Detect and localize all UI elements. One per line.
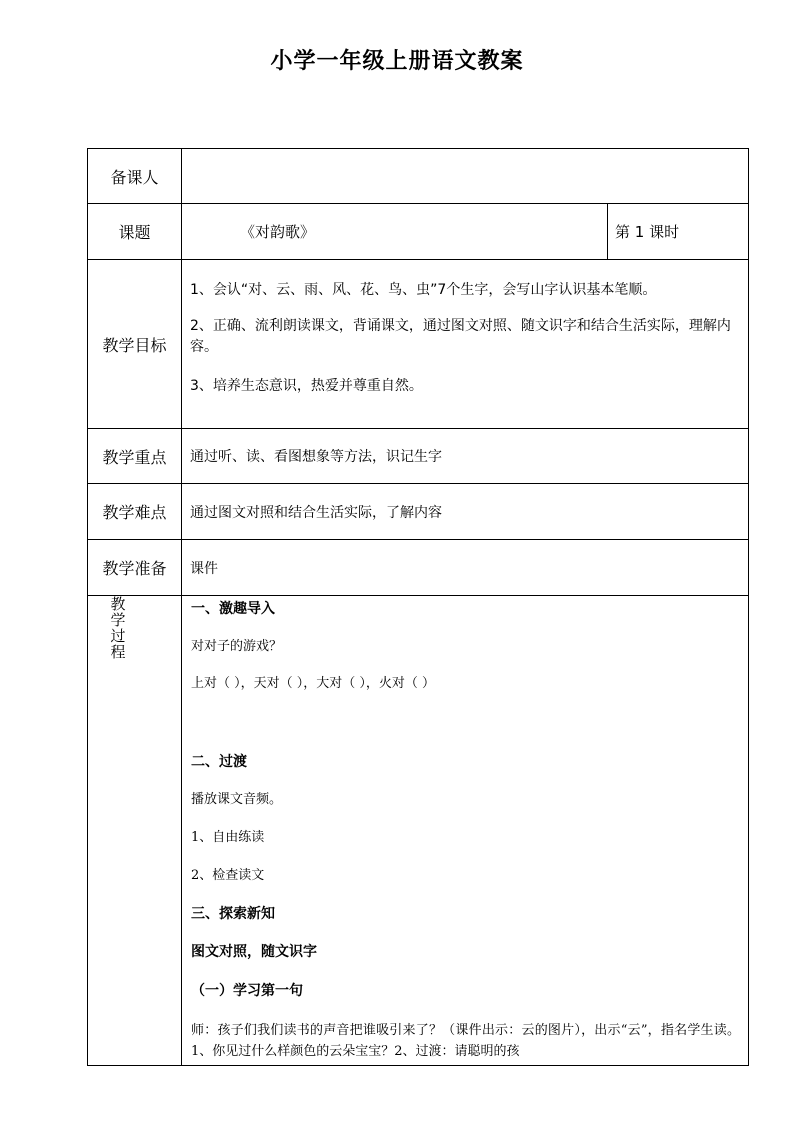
- preparation-value: 课件: [190, 560, 218, 577]
- process-label-cell: [88, 596, 182, 1065]
- process-subheading: 图文对照，随文识字: [191, 944, 317, 960]
- goal-item: 3、培养生态意识，热爱并尊重自然。: [190, 378, 423, 394]
- row-preparer: [88, 149, 748, 204]
- row-key-points: [88, 429, 748, 484]
- process-content: [182, 596, 748, 1065]
- process-line: 上对（ ），天对（ ），大对（ ），火对（ ）: [191, 676, 436, 691]
- row-process: [88, 596, 748, 1065]
- row-preparation: [88, 540, 748, 596]
- preparer-label: 备课人: [88, 149, 182, 203]
- topic-label: 课题: [88, 204, 182, 259]
- row-goals: [88, 260, 748, 429]
- process-heading: 三、探索新知: [191, 906, 275, 922]
- process-line: 播放课文音频。: [191, 792, 283, 807]
- page-title: 小学一年级上册语文教案: [270, 48, 524, 74]
- row-difficulties: [88, 484, 748, 540]
- goals-label: 教学目标: [88, 260, 182, 428]
- difficulties-label: 教学难点: [88, 484, 182, 539]
- preparer-value: [182, 149, 748, 203]
- key-points-label: 教学重点: [88, 429, 182, 483]
- lesson-period: 第 1 课时: [615, 223, 680, 241]
- process-line: 对对子的游戏？: [191, 639, 283, 654]
- preparation-label: 教学准备: [88, 540, 182, 595]
- goal-item: 2、正确、流利朗读课文，背诵课文，通过图文对照、随文识字和结合生活实际，理解内容。: [190, 318, 731, 355]
- key-points-value: 通过听、读、看图想象等方法，识记生字: [190, 449, 442, 465]
- process-paragraph: 师：孩子们我们读书的声音把谁吸引来了？（课件出示：云的图片），出示“云”，指名学生读。1、你见过什么样颜色的云朵宝宝？2、过渡：请聪明的孩: [191, 1023, 740, 1059]
- process-line: 2、检查读文: [191, 868, 265, 883]
- row-topic: [88, 204, 748, 260]
- goal-item: 1、会认“对、云、雨、风、花、鸟、虫”7个生字，会写山字认识基本笔顺。: [190, 282, 657, 298]
- process-line: 1、自由练读: [191, 830, 265, 845]
- process-subheading: （一）学习第一句: [191, 983, 303, 999]
- process-label: 教学过程: [110, 595, 126, 661]
- process-heading: 二、过渡: [191, 754, 247, 770]
- lesson-plan-table: [87, 148, 749, 1066]
- difficulties-value: 通过图文对照和结合生活实际，了解内容: [190, 504, 442, 521]
- process-heading: 一、激趣导入: [191, 601, 275, 617]
- lesson-name: 《对韵歌》: [182, 204, 608, 259]
- goals-content: [182, 260, 748, 428]
